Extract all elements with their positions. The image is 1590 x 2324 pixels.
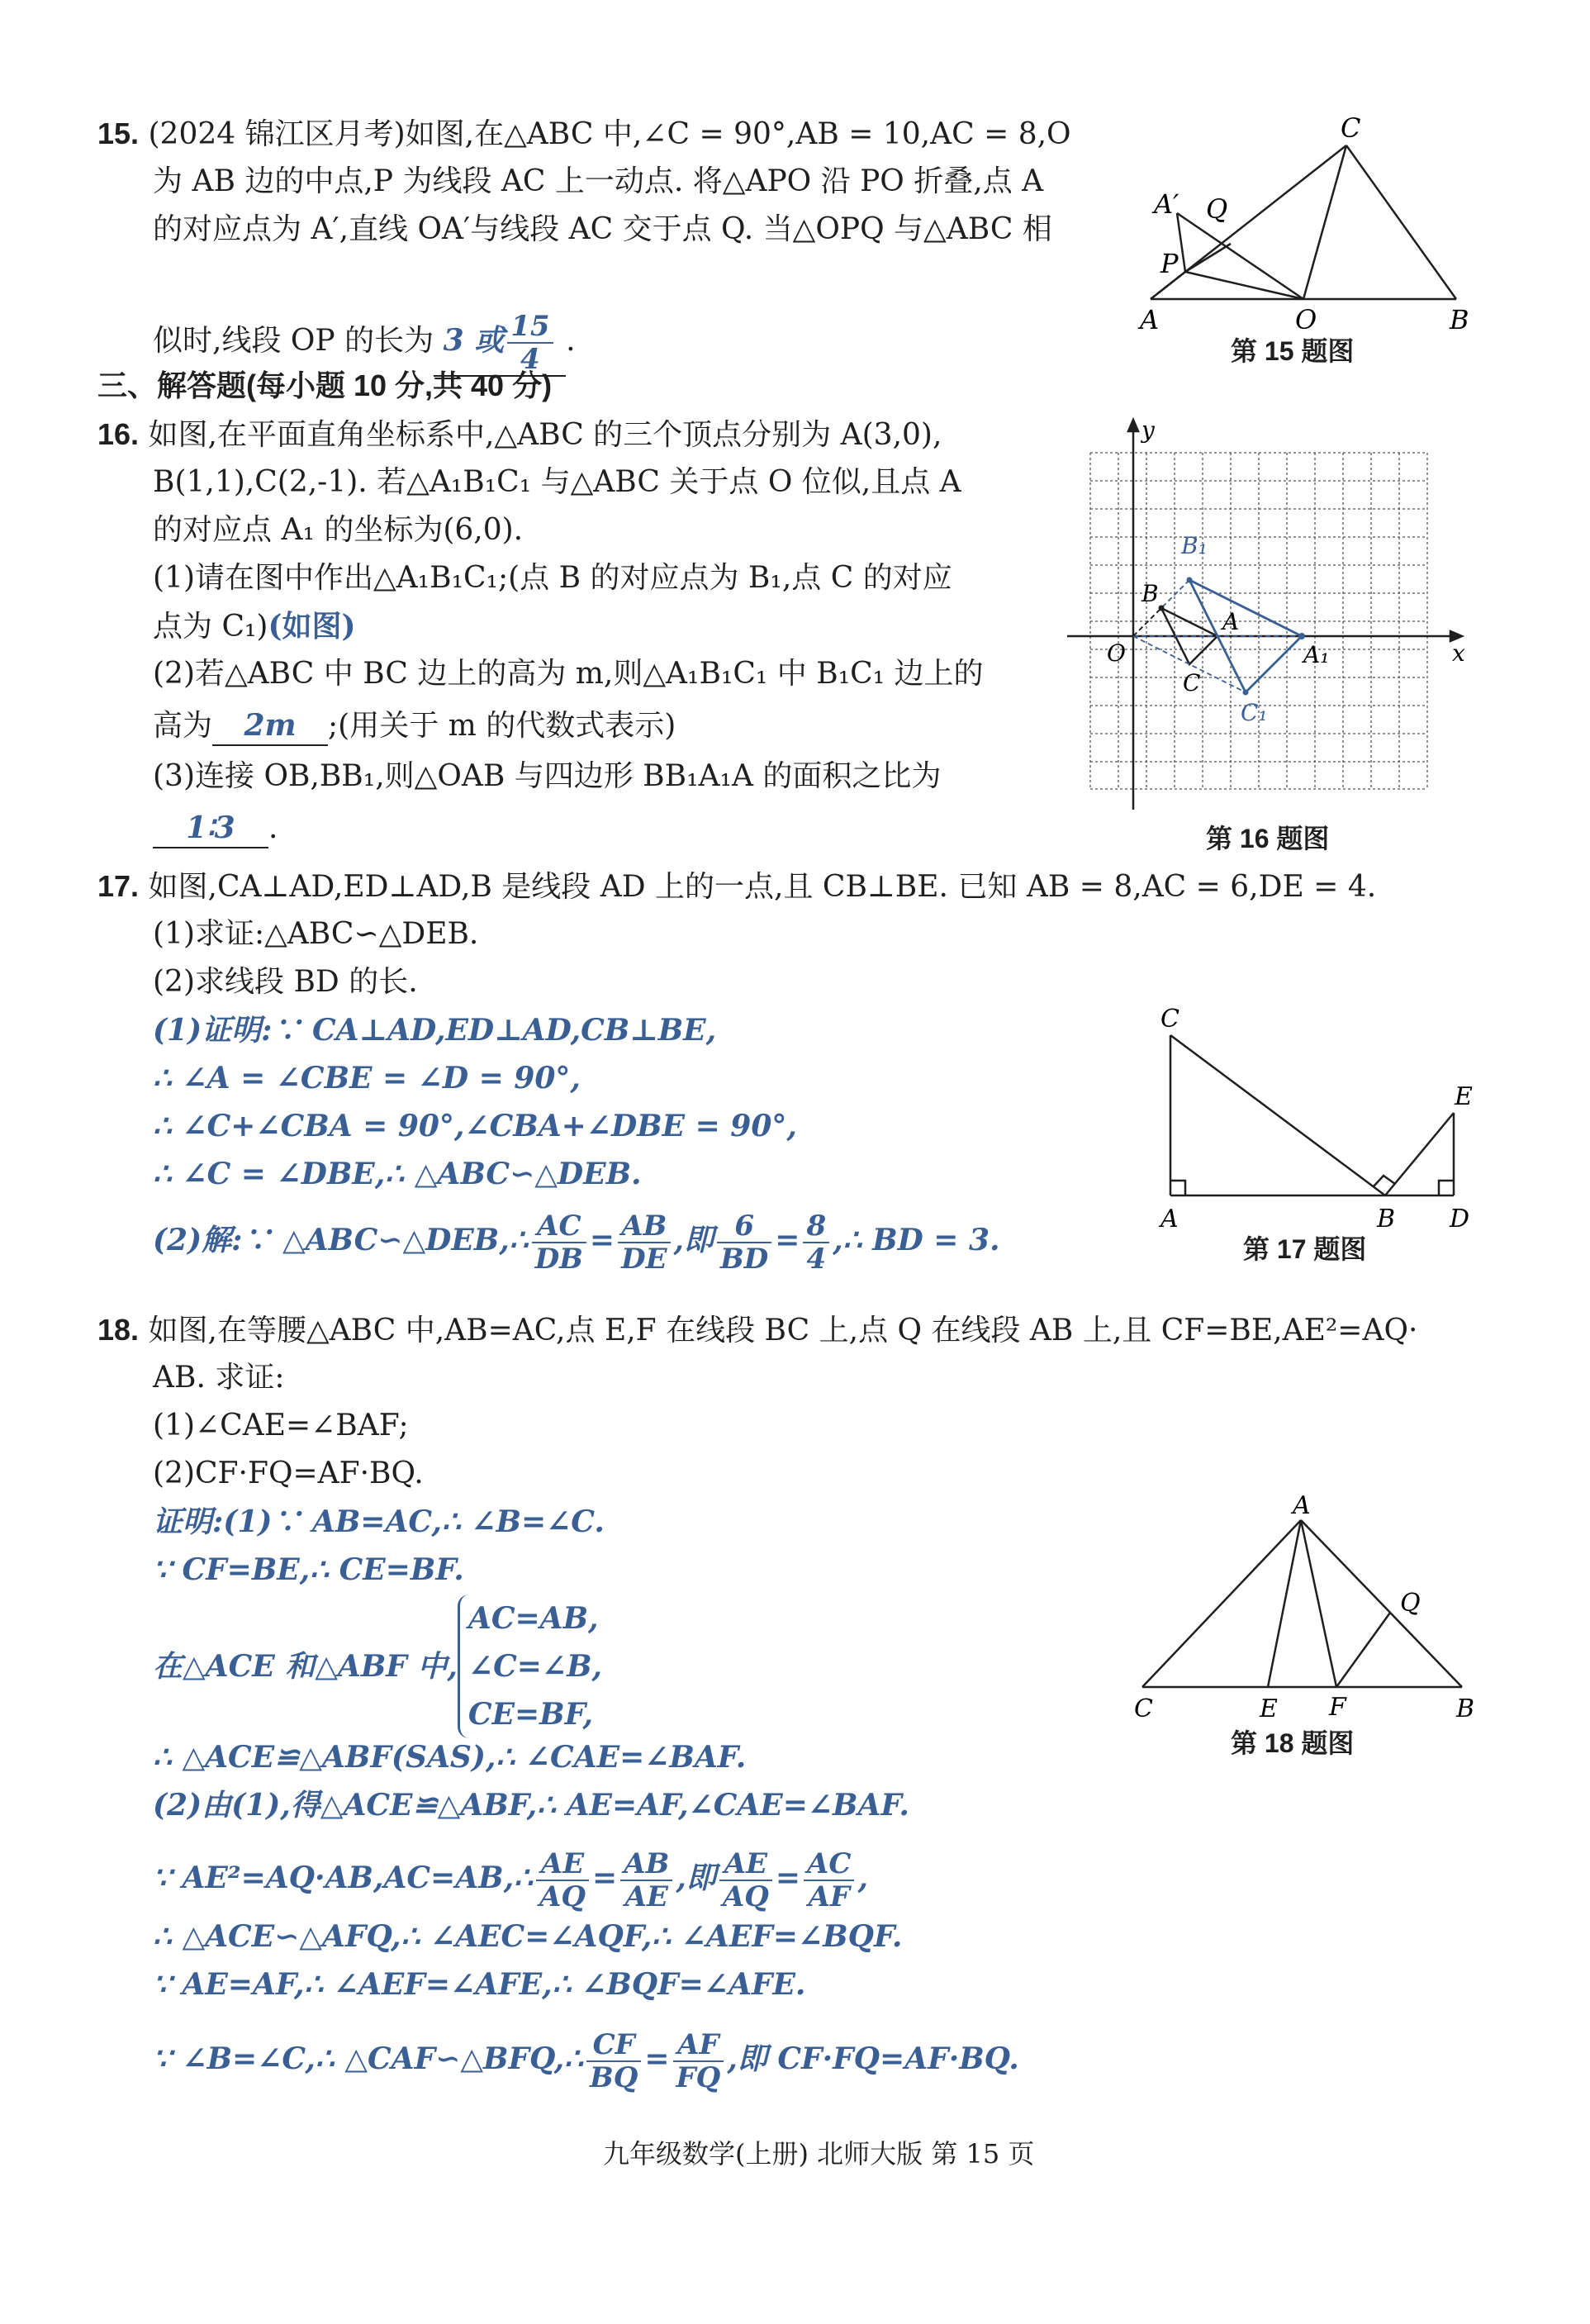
figure-18 xyxy=(1127,1495,1483,1727)
fraction-denominator: DB xyxy=(534,1243,583,1276)
sub-question-1: 点为 C₁) xyxy=(153,610,268,644)
sub-question-1: (1)求证:△ABC∽△DEB. xyxy=(153,917,479,951)
solution-line: ∴ ∠A = ∠CBE = ∠D = 90°, xyxy=(153,1061,581,1095)
label-c: C xyxy=(1134,1694,1153,1723)
fraction-denominator: FQ xyxy=(676,2061,721,2094)
fraction xyxy=(620,1848,672,1913)
fraction xyxy=(673,2029,724,2094)
fraction-numerator: AC xyxy=(532,1210,586,1243)
answer-fraction xyxy=(507,311,553,375)
solution-line: ∴ ∠C+∠CBA = 90°,∠CBA+∠DBE = 90°, xyxy=(153,1109,797,1143)
solution-line xyxy=(153,1848,868,1913)
question-text: (2024 锦江区月考)如图,在△ABC 中,∠C = 90°,AB = 10,AC = 8,O xyxy=(148,117,1071,151)
answer-blank xyxy=(153,810,268,848)
solution-text: ,即 xyxy=(676,1861,716,1895)
fraction-denominator: AE xyxy=(624,1880,668,1913)
equals-sign: = xyxy=(589,1223,615,1257)
solution-line: (1)证明:∵ CA⊥AD,ED⊥AD,CB⊥BE, xyxy=(153,1013,717,1048)
question-text: B(1,1),C(2,-1). 若△A₁B₁C₁ 与△ABC 关于点 O 位似,且点 A xyxy=(153,465,961,499)
figure-caption: 第 18 题图 xyxy=(1231,1728,1355,1758)
fraction-numerator: AF xyxy=(673,2029,724,2062)
answer-text: 1∶3 xyxy=(186,810,235,845)
right-angle-a xyxy=(1170,1181,1185,1195)
solution-text: ,∴ BD = 3. xyxy=(833,1223,1000,1257)
solution-line xyxy=(153,1594,602,1738)
figure-17 xyxy=(1152,1004,1483,1243)
fraction xyxy=(803,1210,829,1275)
page-footer: 九年级数学(上册) 北师大版 第 15 页 xyxy=(603,2138,1035,2170)
answer-text: 2m xyxy=(244,708,297,743)
label-b: B xyxy=(1377,1205,1396,1233)
fraction xyxy=(586,2029,641,2094)
answer-text: 3 或 xyxy=(443,323,505,358)
label-a: A xyxy=(1222,608,1240,635)
segment-cb xyxy=(1170,1035,1385,1195)
question-text: ;(用关于 m 的代数式表示) xyxy=(328,709,676,743)
question-text: 似时,线段 OP 的长为 xyxy=(153,324,434,358)
solution-text: , xyxy=(857,1861,869,1895)
label-p: P xyxy=(1160,248,1179,279)
answer-blank xyxy=(212,707,328,746)
label-a: A xyxy=(1140,304,1160,335)
question-number: 15. xyxy=(97,116,140,150)
solution-text: (2)解:∵ △ABC∽△DEB,∴ xyxy=(153,1223,529,1257)
fraction-denominator: BD xyxy=(720,1243,769,1276)
segment-ca xyxy=(1142,1520,1301,1687)
solution-line: ∴ △ACE∽△AFQ,∴ ∠AEC=∠AQF,∴ ∠AEF=∠BQF. xyxy=(153,1919,903,1954)
answer-blank xyxy=(434,311,566,377)
fraction-denominator: 4 xyxy=(806,1243,827,1276)
label-b: B xyxy=(1450,304,1469,335)
condition-brace xyxy=(458,1594,602,1738)
segment-po xyxy=(1185,272,1303,299)
fraction-numerator: AC xyxy=(804,1848,854,1881)
y-axis-arrow xyxy=(1128,420,1138,431)
label-o: O xyxy=(1295,304,1317,335)
fraction-denominator: 4 xyxy=(520,343,540,376)
label-q: Q xyxy=(1400,1589,1421,1618)
solution-line: ∴ ∠C = ∠DBE,∴ △ABC∽△DEB. xyxy=(153,1157,642,1191)
brace-row: CE=BF, xyxy=(468,1697,594,1732)
label-a-prime: A′ xyxy=(1154,188,1179,220)
axis-label-y: y xyxy=(1141,416,1155,444)
projection-lines xyxy=(1133,580,1302,692)
fraction-numerator: 15 xyxy=(507,311,553,344)
fraction xyxy=(717,1210,771,1275)
label-c: C xyxy=(1183,669,1201,696)
fraction-numerator: 8 xyxy=(803,1210,829,1243)
solution-line xyxy=(153,1210,1000,1275)
sub-question-1: (1)请在图中作出△A₁B₁C₁;(点 B 的对应点为 B₁,点 C 的对应 xyxy=(153,561,952,595)
solution-text: ,即 xyxy=(673,1223,714,1257)
equals-sign: = xyxy=(775,1223,800,1257)
solution-text: 在△ACE 和△ABF 中, xyxy=(153,1649,458,1684)
question-text: 如图,在平面直角坐标系中,△ABC 的三个顶点分别为 A(3,0), xyxy=(148,418,942,452)
solution-text: ∵ AE²=AQ·AB,AC=AB,∴ xyxy=(153,1861,534,1895)
label-f: F xyxy=(1329,1693,1346,1722)
right-angle-d xyxy=(1439,1181,1454,1195)
solution-text: ∵ ∠B=∠C,∴ △CAF∽△BFQ,∴ xyxy=(153,2041,584,2076)
fraction-numerator: AE xyxy=(536,1848,589,1881)
question-text: 如图,在等腰△ABC 中,AB=AC,点 E,F 在线段 BC 上,点 Q 在线段 AB 上,且 CF=BE,AE²=AQ· xyxy=(148,1314,1418,1347)
answer-text: (如图) xyxy=(268,609,356,644)
figure-caption: 第 17 题图 xyxy=(1243,1234,1367,1264)
fraction xyxy=(532,1210,586,1275)
fraction-denominator: AQ xyxy=(539,1880,586,1913)
point-a1 xyxy=(1298,633,1305,639)
label-e: E xyxy=(1455,1082,1473,1111)
segment-af xyxy=(1301,1520,1336,1687)
sub-question-1: (1)∠CAE=∠BAF; xyxy=(153,1409,409,1442)
sub-question-3: (3)连接 OB,BB₁,则△OAB 与四边形 BB₁A₁A 的面积之比为 xyxy=(153,759,942,793)
label-c: C xyxy=(1341,116,1361,144)
fraction-denominator: BQ xyxy=(590,2061,638,2094)
solution-line: ∵ CF=BE,∴ CE=BF. xyxy=(153,1552,464,1587)
question-number: 18. xyxy=(97,1313,140,1347)
segment-co xyxy=(1303,145,1346,299)
label-a: A xyxy=(1160,1205,1179,1233)
label-q: Q xyxy=(1206,193,1228,225)
brace-row: AC=AB, xyxy=(468,1601,599,1636)
fraction-denominator: DE xyxy=(621,1243,667,1276)
fraction-numerator: AB xyxy=(620,1848,672,1881)
question-text: 如图,CA⊥AD,ED⊥AD,B 是线段 AD 上的一点,且 CB⊥BE. 已知 AB = 8,AC = 6,DE = 4. xyxy=(148,870,1377,904)
figure-16 xyxy=(1066,413,1478,818)
fraction-denominator: AQ xyxy=(722,1880,769,1913)
segment-pq xyxy=(1185,244,1231,272)
grid xyxy=(1090,453,1427,789)
label-b1: B₁ xyxy=(1181,532,1208,559)
question-text: 为 AB 边的中点,P 为线段 AC 上一动点. 将△APO 沿 PO 折叠,点 A xyxy=(153,164,1044,198)
segment-fq xyxy=(1336,1613,1390,1687)
point-b xyxy=(1159,606,1165,611)
equals-sign: = xyxy=(775,1861,801,1895)
label-c1: C₁ xyxy=(1241,699,1268,726)
fraction-numerator: CF xyxy=(586,2029,641,2062)
segment-ab xyxy=(1301,1520,1462,1687)
fraction-denominator: AF xyxy=(808,1880,851,1913)
figure-caption: 第 15 题图 xyxy=(1231,336,1355,366)
question-number: 17. xyxy=(97,869,140,903)
punctuation: . xyxy=(268,811,278,845)
sub-question-2: 高为 xyxy=(153,709,213,743)
sub-question-2: (2)CF·FQ=AF·BQ. xyxy=(153,1457,424,1490)
equals-sign: = xyxy=(592,1861,618,1895)
question-text: 的对应点为 A′,直线 OA′与线段 AC 交于点 Q. 当△OPQ 与△ABC 相 xyxy=(153,212,1052,246)
label-d: D xyxy=(1450,1205,1470,1233)
fraction xyxy=(536,1848,589,1913)
label-c: C xyxy=(1160,1005,1179,1034)
fraction xyxy=(719,1848,772,1913)
label-b: B xyxy=(1141,580,1159,607)
origin-label: O xyxy=(1107,639,1126,667)
solution-line: ∴ △ACE≌△ABF(SAS),∴ ∠CAE=∠BAF. xyxy=(153,1740,747,1775)
line-ob xyxy=(1133,608,1161,636)
fraction-numerator: AE xyxy=(719,1848,772,1881)
solution-text: ,即 CF·FQ=AF·BQ. xyxy=(727,2041,1019,2076)
section-title: 三、解答题(每小题 10 分,共 40 分) xyxy=(97,368,553,402)
right-angle-b xyxy=(1374,1176,1395,1186)
question-number: 16. xyxy=(97,417,140,451)
figure-caption: 第 16 题图 xyxy=(1206,824,1330,853)
label-a1: A₁ xyxy=(1303,641,1330,668)
solution-line: 证明:(1)∵ AB=AC,∴ ∠B=∠C. xyxy=(153,1504,605,1539)
point-b1 xyxy=(1187,577,1193,583)
question-text: AB. 求证: xyxy=(153,1361,285,1395)
sub-question-2: (2)求线段 BD 的长. xyxy=(153,965,418,999)
axis-label-x: x xyxy=(1452,639,1465,667)
solution-line xyxy=(153,2029,1019,2094)
question-text: 的对应点 A₁ 的坐标为(6,0). xyxy=(153,513,524,547)
equals-sign: = xyxy=(644,2041,670,2076)
label-a: A xyxy=(1293,1495,1311,1520)
label-b: B xyxy=(1456,1694,1475,1723)
fraction-numerator: 6 xyxy=(717,1210,771,1243)
punctuation: . xyxy=(566,324,576,358)
figure-15 xyxy=(1127,116,1483,335)
sub-question-2: (2)若△ABC 中 BC 边上的高为 m,则△A₁B₁C₁ 中 B₁C₁ 边上的 xyxy=(153,657,984,691)
segment-bc xyxy=(1346,145,1456,299)
fraction xyxy=(618,1210,670,1275)
solution-line: ∵ AE=AF,∴ ∠AEF=∠AFE,∴ ∠BQF=∠AFE. xyxy=(153,1967,806,2002)
point-c1 xyxy=(1243,690,1249,696)
brace-row: ∠C=∠B, xyxy=(468,1649,603,1684)
fraction xyxy=(804,1848,854,1913)
segment-ae xyxy=(1268,1520,1301,1687)
segment-oa1 xyxy=(1177,213,1303,299)
fraction-numerator: AB xyxy=(618,1210,670,1243)
label-e: E xyxy=(1260,1694,1278,1723)
solution-line: (2)由(1),得△ACE≌△ABF,∴ AE=AF,∠CAE=∠BAF. xyxy=(153,1788,909,1823)
